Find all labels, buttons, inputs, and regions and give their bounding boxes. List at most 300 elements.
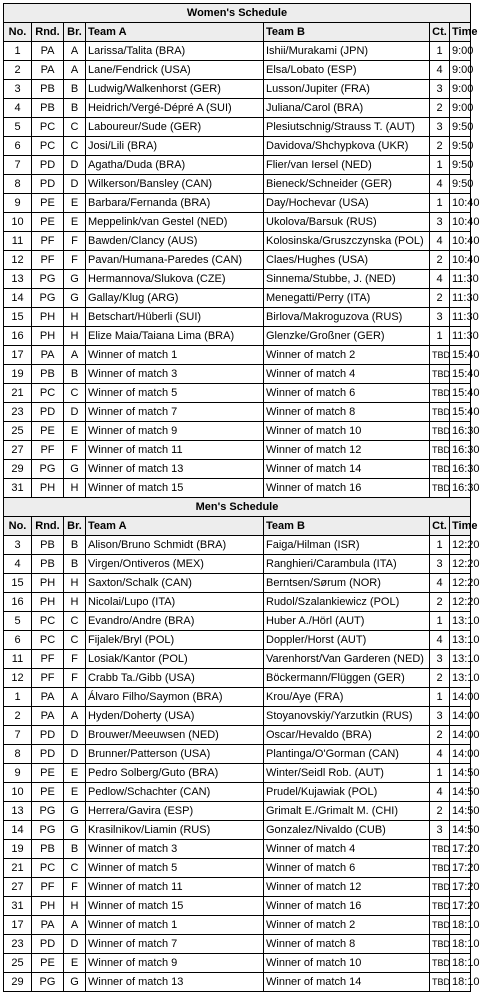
match-no-cell: 14	[4, 821, 32, 840]
match-no-cell: 31	[4, 897, 32, 916]
court-cell: TBD	[430, 954, 450, 973]
match-no-cell: 2	[4, 707, 32, 726]
time-cell: 9:50	[450, 156, 471, 175]
table-row	[4, 289, 471, 308]
time-cell: 9:00	[450, 80, 471, 99]
womens-schedule-title: Women's Schedule	[4, 4, 471, 23]
bracket-cell: C	[64, 631, 86, 650]
col-header-no: No.	[4, 517, 32, 536]
bracket-cell: D	[64, 726, 86, 745]
table-row	[4, 612, 471, 631]
team-a-cell: Winner of match 11	[86, 878, 264, 897]
round-cell: PB	[32, 365, 64, 384]
time-cell: 12:20	[450, 536, 471, 555]
table-row	[4, 897, 471, 916]
time-cell: 9:50	[450, 175, 471, 194]
match-no-cell: 16	[4, 593, 32, 612]
team-b-cell: Winner of match 6	[264, 859, 430, 878]
court-cell: 4	[430, 783, 450, 802]
table-row	[4, 669, 471, 688]
round-cell: PF	[32, 669, 64, 688]
court-cell: 2	[430, 251, 450, 270]
time-cell: 9:50	[450, 137, 471, 156]
team-b-cell: Winner of match 14	[264, 973, 430, 992]
round-cell: PF	[32, 232, 64, 251]
court-cell: TBD	[430, 384, 450, 403]
bracket-cell: F	[64, 441, 86, 460]
team-a-cell: Brunner/Patterson (USA)	[86, 745, 264, 764]
time-cell: 14:50	[450, 783, 471, 802]
bracket-cell: H	[64, 327, 86, 346]
time-cell: 9:00	[450, 42, 471, 61]
team-a-cell: Bawden/Clancy (AUS)	[86, 232, 264, 251]
time-cell: 18:10	[450, 973, 471, 992]
match-no-cell: 14	[4, 289, 32, 308]
court-cell: 2	[430, 726, 450, 745]
time-cell: 9:00	[450, 61, 471, 80]
bracket-cell: A	[64, 707, 86, 726]
team-b-cell: Glenzke/Großner (GER)	[264, 327, 430, 346]
time-cell: 16:30	[450, 479, 471, 498]
round-cell: PG	[32, 270, 64, 289]
round-cell: PH	[32, 897, 64, 916]
bracket-cell: C	[64, 137, 86, 156]
round-cell: PH	[32, 479, 64, 498]
round-cell: PC	[32, 631, 64, 650]
court-cell: TBD	[430, 916, 450, 935]
bracket-cell: F	[64, 251, 86, 270]
round-cell: PH	[32, 593, 64, 612]
court-cell: TBD	[430, 460, 450, 479]
bracket-cell: H	[64, 574, 86, 593]
table-row	[4, 859, 471, 878]
bracket-cell: G	[64, 270, 86, 289]
round-cell: PA	[32, 61, 64, 80]
bracket-cell: C	[64, 612, 86, 631]
bracket-cell: A	[64, 916, 86, 935]
team-a-cell: Winner of match 7	[86, 403, 264, 422]
round-cell: PB	[32, 555, 64, 574]
bracket-cell: A	[64, 688, 86, 707]
team-b-cell: Plesiutschnig/Strauss T. (AUT)	[264, 118, 430, 137]
court-cell: 3	[430, 80, 450, 99]
match-no-cell: 19	[4, 840, 32, 859]
bracket-cell: C	[64, 118, 86, 137]
table-row	[4, 688, 471, 707]
bracket-cell: C	[64, 859, 86, 878]
col-header-court: Ct.	[430, 517, 450, 536]
match-no-cell: 17	[4, 346, 32, 365]
round-cell: PF	[32, 650, 64, 669]
time-cell: 18:10	[450, 916, 471, 935]
team-a-cell: Wilkerson/Bansley (CAN)	[86, 175, 264, 194]
time-cell: 13:10	[450, 612, 471, 631]
round-cell: PA	[32, 916, 64, 935]
team-b-cell: Winner of match 12	[264, 441, 430, 460]
col-header-team-a: Team A	[86, 23, 264, 42]
team-b-cell: Lusson/Jupiter (FRA)	[264, 80, 430, 99]
col-header-round: Rnd.	[32, 517, 64, 536]
bracket-cell: E	[64, 954, 86, 973]
court-cell: 1	[430, 612, 450, 631]
time-cell: 16:30	[450, 422, 471, 441]
table-row	[4, 707, 471, 726]
round-cell: PH	[32, 308, 64, 327]
team-a-cell: Evandro/Andre (BRA)	[86, 612, 264, 631]
table-row	[4, 973, 471, 992]
col-header-team-b: Team B	[264, 517, 430, 536]
round-cell: PF	[32, 251, 64, 270]
match-no-cell: 6	[4, 631, 32, 650]
bracket-cell: G	[64, 821, 86, 840]
time-cell: 18:10	[450, 935, 471, 954]
team-b-cell: Ukolova/Barsuk (RUS)	[264, 213, 430, 232]
court-cell: 3	[430, 707, 450, 726]
court-cell: 1	[430, 327, 450, 346]
table-row	[4, 118, 471, 137]
col-header-round: Rnd.	[32, 23, 64, 42]
time-cell: 12:20	[450, 593, 471, 612]
team-a-cell: Hermannova/Slukova (CZE)	[86, 270, 264, 289]
table-row	[4, 270, 471, 289]
court-cell: 4	[430, 175, 450, 194]
round-cell: PA	[32, 688, 64, 707]
match-no-cell: 5	[4, 118, 32, 137]
bracket-cell: A	[64, 42, 86, 61]
table-row	[4, 99, 471, 118]
table-row	[4, 365, 471, 384]
table-row	[4, 878, 471, 897]
team-b-cell: Winner of match 6	[264, 384, 430, 403]
bracket-cell: G	[64, 460, 86, 479]
team-b-cell: Stoyanovskiy/Yarzutkin (RUS)	[264, 707, 430, 726]
court-cell: 4	[430, 232, 450, 251]
team-b-cell: Winner of match 8	[264, 935, 430, 954]
team-a-cell: Winner of match 5	[86, 859, 264, 878]
round-cell: PG	[32, 973, 64, 992]
team-b-cell: Gonzalez/Nivaldo (CUB)	[264, 821, 430, 840]
match-no-cell: 12	[4, 251, 32, 270]
court-cell: 1	[430, 42, 450, 61]
table-row	[4, 156, 471, 175]
team-b-cell: Winner of match 16	[264, 479, 430, 498]
team-b-cell: Rudol/Szalankiewicz (POL)	[264, 593, 430, 612]
time-cell: 14:50	[450, 821, 471, 840]
team-b-cell: Elsa/Lobato (ESP)	[264, 61, 430, 80]
bracket-cell: F	[64, 878, 86, 897]
team-b-cell: Winner of match 2	[264, 346, 430, 365]
team-a-cell: Nicolai/Lupo (ITA)	[86, 593, 264, 612]
round-cell: PE	[32, 783, 64, 802]
team-a-cell: Alison/Bruno Schmidt (BRA)	[86, 536, 264, 555]
bracket-cell: H	[64, 479, 86, 498]
table-row	[4, 745, 471, 764]
team-a-cell: Virgen/Ontiveros (MEX)	[86, 555, 264, 574]
match-no-cell: 13	[4, 270, 32, 289]
time-cell: 10:40	[450, 232, 471, 251]
mens-schedule	[4, 498, 480, 992]
match-no-cell: 27	[4, 878, 32, 897]
team-a-cell: Ludwig/Walkenhorst (GER)	[86, 80, 264, 99]
match-no-cell: 11	[4, 232, 32, 251]
bracket-cell: D	[64, 745, 86, 764]
team-a-cell: Winner of match 11	[86, 441, 264, 460]
court-cell: TBD	[430, 859, 450, 878]
table-row	[4, 821, 471, 840]
court-cell: TBD	[430, 346, 450, 365]
team-a-cell: Álvaro Filho/Saymon (BRA)	[86, 688, 264, 707]
time-cell: 14:00	[450, 745, 471, 764]
match-no-cell: 8	[4, 745, 32, 764]
table-row	[4, 213, 471, 232]
team-a-cell: Winner of match 9	[86, 954, 264, 973]
schedule-table	[3, 3, 480, 992]
time-cell: 13:10	[450, 669, 471, 688]
table-row	[4, 764, 471, 783]
table-row	[4, 308, 471, 327]
table-row	[4, 935, 471, 954]
court-cell: TBD	[430, 365, 450, 384]
court-cell: 4	[430, 631, 450, 650]
bracket-cell: C	[64, 384, 86, 403]
table-row	[4, 251, 471, 270]
col-header-court: Ct.	[430, 23, 450, 42]
court-cell: 4	[430, 61, 450, 80]
time-cell: 10:40	[450, 251, 471, 270]
bracket-cell: F	[64, 669, 86, 688]
round-cell: PB	[32, 840, 64, 859]
col-header-bracket: Br.	[64, 517, 86, 536]
court-cell: 2	[430, 99, 450, 118]
match-no-cell: 25	[4, 422, 32, 441]
bracket-cell: B	[64, 536, 86, 555]
team-a-cell: Herrera/Gavira (ESP)	[86, 802, 264, 821]
table-row	[4, 802, 471, 821]
time-cell: 9:50	[450, 118, 471, 137]
match-no-cell: 4	[4, 99, 32, 118]
team-b-cell: Ishii/Murakami (JPN)	[264, 42, 430, 61]
bracket-cell: A	[64, 346, 86, 365]
team-b-cell: Winner of match 2	[264, 916, 430, 935]
team-a-cell: Josi/Lili (BRA)	[86, 137, 264, 156]
team-b-cell: Winner of match 14	[264, 460, 430, 479]
match-no-cell: 8	[4, 175, 32, 194]
court-cell: 4	[430, 574, 450, 593]
time-cell: 11:30	[450, 289, 471, 308]
team-b-cell: Winner of match 4	[264, 365, 430, 384]
table-row	[4, 346, 471, 365]
team-b-cell: Bieneck/Schneider (GER)	[264, 175, 430, 194]
court-cell: 2	[430, 593, 450, 612]
bracket-cell: B	[64, 99, 86, 118]
col-header-time: Time	[450, 517, 471, 536]
round-cell: PC	[32, 384, 64, 403]
court-cell: 1	[430, 536, 450, 555]
team-b-cell: Day/Hochevar (USA)	[264, 194, 430, 213]
mens-schedule-title: Men's Schedule	[4, 498, 471, 517]
time-cell: 11:30	[450, 327, 471, 346]
court-cell: 2	[430, 137, 450, 156]
table-row	[4, 232, 471, 251]
match-no-cell: 1	[4, 42, 32, 61]
match-no-cell: 29	[4, 973, 32, 992]
table-row	[4, 783, 471, 802]
round-cell: PF	[32, 878, 64, 897]
team-a-cell: Winner of match 9	[86, 422, 264, 441]
team-b-cell: Faiga/Hilman (ISR)	[264, 536, 430, 555]
table-row	[4, 479, 471, 498]
team-b-cell: Juliana/Carol (BRA)	[264, 99, 430, 118]
time-cell: 14:50	[450, 764, 471, 783]
match-no-cell: 13	[4, 802, 32, 821]
table-row	[4, 61, 471, 80]
table-row	[4, 327, 471, 346]
match-no-cell: 31	[4, 479, 32, 498]
team-a-cell: Heidrich/Vergé-Dépré A (SUI)	[86, 99, 264, 118]
round-cell: PG	[32, 802, 64, 821]
round-cell: PB	[32, 99, 64, 118]
match-no-cell: 23	[4, 403, 32, 422]
round-cell: PA	[32, 42, 64, 61]
team-b-cell: Böckermann/Flüggen (GER)	[264, 669, 430, 688]
round-cell: PB	[32, 536, 64, 555]
round-cell: PE	[32, 764, 64, 783]
time-cell: 15:40	[450, 384, 471, 403]
time-cell: 13:10	[450, 631, 471, 650]
match-no-cell: 19	[4, 365, 32, 384]
table-row	[4, 840, 471, 859]
team-a-cell: Fijalek/Bryl (POL)	[86, 631, 264, 650]
time-cell: 10:40	[450, 213, 471, 232]
table-row	[4, 42, 471, 61]
time-cell: 11:30	[450, 308, 471, 327]
team-b-cell: Menegatti/Perry (ITA)	[264, 289, 430, 308]
bracket-cell: G	[64, 289, 86, 308]
round-cell: PF	[32, 441, 64, 460]
round-cell: PE	[32, 422, 64, 441]
table-row	[4, 650, 471, 669]
time-cell: 14:00	[450, 688, 471, 707]
team-a-cell: Winner of match 1	[86, 346, 264, 365]
time-cell: 17:20	[450, 840, 471, 859]
court-cell: 1	[430, 156, 450, 175]
team-a-cell: Crabb Ta./Gibb (USA)	[86, 669, 264, 688]
court-cell: TBD	[430, 935, 450, 954]
team-b-cell: Ranghieri/Carambula (ITA)	[264, 555, 430, 574]
table-row	[4, 574, 471, 593]
team-b-cell: Varenhorst/Van Garderen (NED)	[264, 650, 430, 669]
match-no-cell: 17	[4, 916, 32, 935]
bracket-cell: F	[64, 650, 86, 669]
match-no-cell: 9	[4, 764, 32, 783]
bracket-cell: G	[64, 802, 86, 821]
time-cell: 17:20	[450, 878, 471, 897]
match-no-cell: 9	[4, 194, 32, 213]
court-cell: 4	[430, 745, 450, 764]
round-cell: PH	[32, 327, 64, 346]
bracket-cell: D	[64, 403, 86, 422]
bracket-cell: A	[64, 61, 86, 80]
table-row	[4, 137, 471, 156]
team-b-cell: Grimalt E./Grimalt M. (CHI)	[264, 802, 430, 821]
round-cell: PA	[32, 707, 64, 726]
bracket-cell: D	[64, 175, 86, 194]
bracket-cell: B	[64, 365, 86, 384]
team-b-cell: Winner of match 10	[264, 954, 430, 973]
time-cell: 16:30	[450, 441, 471, 460]
match-no-cell: 10	[4, 783, 32, 802]
time-cell: 12:20	[450, 555, 471, 574]
court-cell: 2	[430, 289, 450, 308]
col-header-team-b: Team B	[264, 23, 430, 42]
round-cell: PG	[32, 460, 64, 479]
match-no-cell: 27	[4, 441, 32, 460]
court-cell: 1	[430, 688, 450, 707]
bracket-cell: G	[64, 973, 86, 992]
team-a-cell: Winner of match 7	[86, 935, 264, 954]
match-no-cell: 2	[4, 61, 32, 80]
time-cell: 14:00	[450, 707, 471, 726]
bracket-cell: H	[64, 308, 86, 327]
round-cell: PD	[32, 745, 64, 764]
team-b-cell: Claes/Hughes (USA)	[264, 251, 430, 270]
team-a-cell: Agatha/Duda (BRA)	[86, 156, 264, 175]
round-cell: PH	[32, 574, 64, 593]
team-a-cell: Elize Maia/Taiana Lima (BRA)	[86, 327, 264, 346]
team-b-cell: Plantinga/O'Gorman (CAN)	[264, 745, 430, 764]
match-no-cell: 3	[4, 536, 32, 555]
match-no-cell: 25	[4, 954, 32, 973]
time-cell: 12:20	[450, 574, 471, 593]
team-b-cell: Huber A./Hörl (AUT)	[264, 612, 430, 631]
team-a-cell: Krasilnikov/Liamin (RUS)	[86, 821, 264, 840]
bracket-cell: H	[64, 593, 86, 612]
table-row	[4, 916, 471, 935]
bracket-cell: E	[64, 213, 86, 232]
table-row	[4, 175, 471, 194]
team-b-cell: Winner of match 4	[264, 840, 430, 859]
time-cell: 10:40	[450, 194, 471, 213]
team-a-cell: Brouwer/Meeuwsen (NED)	[86, 726, 264, 745]
bracket-cell: E	[64, 783, 86, 802]
round-cell: PD	[32, 403, 64, 422]
match-no-cell: 1	[4, 688, 32, 707]
bracket-cell: D	[64, 156, 86, 175]
round-cell: PE	[32, 194, 64, 213]
court-cell: 3	[430, 555, 450, 574]
court-cell: 3	[430, 118, 450, 137]
table-row	[4, 422, 471, 441]
court-cell: TBD	[430, 840, 450, 859]
court-cell: 3	[430, 821, 450, 840]
team-a-cell: Hyden/Doherty (USA)	[86, 707, 264, 726]
court-cell: TBD	[430, 441, 450, 460]
bracket-cell: H	[64, 897, 86, 916]
team-a-cell: Winner of match 5	[86, 384, 264, 403]
round-cell: PC	[32, 612, 64, 631]
team-b-cell: Winner of match 12	[264, 878, 430, 897]
team-b-cell: Sinnema/Stubbe, J. (NED)	[264, 270, 430, 289]
bracket-cell: D	[64, 935, 86, 954]
match-no-cell: 21	[4, 859, 32, 878]
table-row	[4, 631, 471, 650]
court-cell: 1	[430, 194, 450, 213]
team-b-cell: Kolosinska/Gruszczynska (POL)	[264, 232, 430, 251]
table-row	[4, 403, 471, 422]
match-no-cell: 7	[4, 156, 32, 175]
table-row	[4, 536, 471, 555]
round-cell: PE	[32, 213, 64, 232]
